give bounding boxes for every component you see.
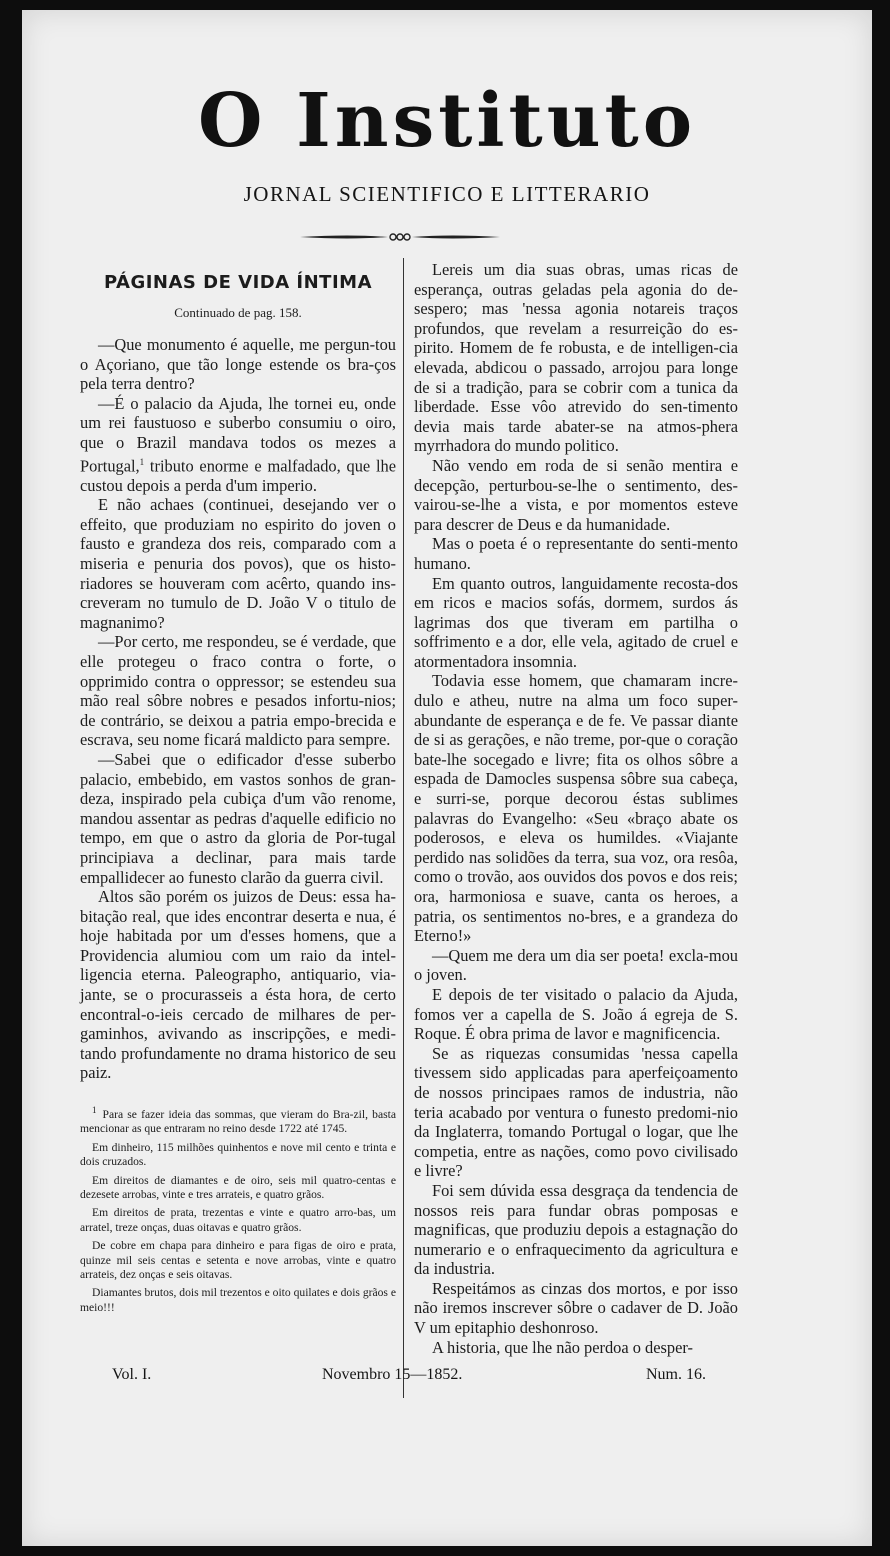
masthead-title: O Instituto	[197, 78, 697, 164]
page-footer	[112, 1366, 712, 1388]
footnote: De cobre em chapa para dinheiro e para figas de oiro e prata, quinze mil seis centas e setenta e nove arrobas, vinte e quatro arrateis, dez onças e seis oitavas.	[80, 1239, 396, 1281]
footnote: Em direitos de prata, trezentas e vinte e quatro arro-bas, um arratel, treze onças, duas oitavas e quatro grãos.	[80, 1206, 396, 1234]
footnote: Em dinheiro, 115 milhões quinhentos e nove mil cento e trinta e dois cruzados.	[80, 1140, 396, 1169]
paragraph: Se as riquezas consumidas 'nessa capella tivessem sido applicadas para aperfeiçoamento de nossos principaes ramos de industria, não teria acabado por ventura o funesto predomi-nio da Inglaterra, tomando Portugal o logar, que lhe competia, entre as nações, como povo civilisado e livre?	[414, 1043, 738, 1181]
paragraph: —Que monumento é aquelle, me pergun-tou o Açoriano, que tão longe estende os bra-ços pela terra dentro?	[80, 335, 396, 394]
paragraph: —Sabei que o edificador d'esse suberbo palacio, embebido, em vastos sonhos de gran-deza, inspirado pela cubiça d'um vão renome, mandou assentar as pedras d'aquelle edificio no tempo, em que o astro da gloria de Por-tugal principiava a declinar, para mais tarde empallidecer ao funesto clarão da guerra civil.	[80, 749, 396, 887]
paragraph: Foi sem dúvida essa desgraça da tendencia de nossos reis para fundar obras pomposas e magnificas, que produziu depois a estagnação do numerario e o enfraquecimento da agricultura e da industria.	[414, 1180, 738, 1279]
issue-date: Novembro 15—1852.	[322, 1366, 463, 1383]
volume-label: Vol. I.	[112, 1366, 152, 1383]
paragraph: Não vendo em roda de si senão mentira e decepção, perturbou-se-lhe o sentimento, des-vairou-se-lhe a vista, e por momentos esteve para descrer de Deus e da humanidade.	[414, 455, 738, 534]
paragraph: Em quanto outros, languidamente recosta-dos em ricos e macios sofás, dormem, surdos ás lagrimas dos que tiveram em partilha o soffrimento e a dor, elle vela, agitado de cruel e atormentadora insomnia.	[414, 573, 738, 671]
paragraph: —Quem me dera um dia ser poeta! excla-mou o joven.	[414, 945, 738, 985]
paragraph: E não achaes (continuei, desejando ver o effeito, que produziam no espirito do joven o fausto e grandeza dos reis, comparado com a miseria e penuria dos povos), que os histo-riadores se houveram com acêrto, quando ins-creveram no tumulo de D. João V o titulo de magnanimo?	[80, 495, 396, 632]
footnote-ref: 1	[139, 456, 145, 467]
left-column	[80, 258, 396, 1319]
continued-note: Continuado de pag. 158.	[174, 305, 302, 320]
paragraph: A historia, que lhe não perdoa o desper-	[432, 1337, 693, 1357]
column-divider	[403, 258, 404, 1398]
paragraph: Altos são porém os juizos de Deus: essa ha-bitação real, que ides encontrar deserta e nua, é hoje habitada por um d'esses homens, que a Providencia alumiou com um raio da intel-ligencia eterna. Paleographo, antiquario, via-jante, se o procurasseis a ésta hora, de certo encontral-o-ieis cercado de milhares de per-gaminhos, avivando as inscripções, e medi-tando profundamente no drama historico de seu paiz.	[80, 887, 396, 1083]
article-title: PÁGINAS DE VIDA ÍNTIMA	[103, 272, 373, 293]
paragraph: Respeitámos as cinzas dos mortos, e por isso não iremos inscrever sôbre o cadaver de D. João V um epitaphio deshonroso.	[414, 1278, 738, 1338]
paragraph: Mas o poeta é o representante do senti-mento humano.	[414, 534, 738, 573]
paragraph: Lereis um dia suas obras, umas ricas de esperança, outras geladas pela agonia do de-sespero; mas 'nessa agonia notareis traços profundos, que revelam a resurreição do es-pirito. Homem de fe robusta, e de intelligen-cia elevada, abdicou o passado, arrojou para longe de si a tradição, para se cobrir com a tunica da liberdade. Esse vôo atrevido do sen-timento devia mais tarde abater-se na atmos-phera myrrhadora do mundo politico.	[414, 260, 738, 456]
masthead-subtitle: JORNAL SCIENTIFICO E LITTERARIO	[243, 182, 651, 206]
paragraph: —Por certo, me respondeu, se é verdade, que elle protegeu o fraco contra o forte, o opprimido contra o oppressor; se estendeu sua mão real sôbre nobres e pesados infortu-nios; de contrário, se deixou a patria empo-brecida e escrava, seu nome ficará maldicto para sempre.	[80, 632, 396, 750]
footnotes	[80, 1103, 396, 1315]
issue-number: Num. 16.	[646, 1366, 706, 1383]
paragraph: —É o palacio da Ajuda, lhe tornei eu, onde um rei faustuoso e suberbo consumiu o oiro, que o Brazil mandava todos os mezes a Portugal,$^1$ tributo enorme e malfadado, que lhe custou depois a perda d'um imperio.	[80, 393, 396, 495]
paragraph: Todavia esse homem, que chamaram incre-dulo e atheu, nutre na alma um foco super-abundante de esperança e de fe. Ve passar diante de si as gerações, e não treme, por-que o coração bate-lhe socegado e livre; fita os olhos sôbre a espada de Damocles suspensa sôbre sua cabeça, e surri-se, porque decorou éstas sublimes palavras do Evangelho: «Seu «braço abate os poderosos, e eleva os humildes. «Viajante perdido nas solidões da terra, sua voz, ora resôa, como o trovão, aos ouvidos dos povos e dos reis; ora, harmoniosa e suave, canta os heroes, a patria, os sentimentos no-bres, e a grandeza do Eterno!»	[414, 671, 738, 946]
ornament-divider	[300, 230, 500, 244]
footnote: Em direitos de diamantes e de oiro, seis mil quatro-centas e dezesete arrobas, vinte e tres arrateis, e quatro grãos.	[80, 1173, 396, 1201]
footnote: $^1$ Para se fazer ideia das sommas, que vieram do Bra-zil, basta mencionar as que entraram no reino desde 1722 até 1745.	[80, 1105, 396, 1136]
newspaper-page	[22, 10, 872, 1546]
paragraph: E depois de ter visitado o palacio da Ajuda, fomos ver a capella de S. João á egreja de S. Roque. É obra prima de lavor e magnificencia.	[414, 984, 738, 1044]
footnote: Diamantes brutos, dois mil trezentos e oito quilates e dois grãos e meio!!!	[80, 1286, 396, 1314]
right-column	[414, 258, 738, 1357]
